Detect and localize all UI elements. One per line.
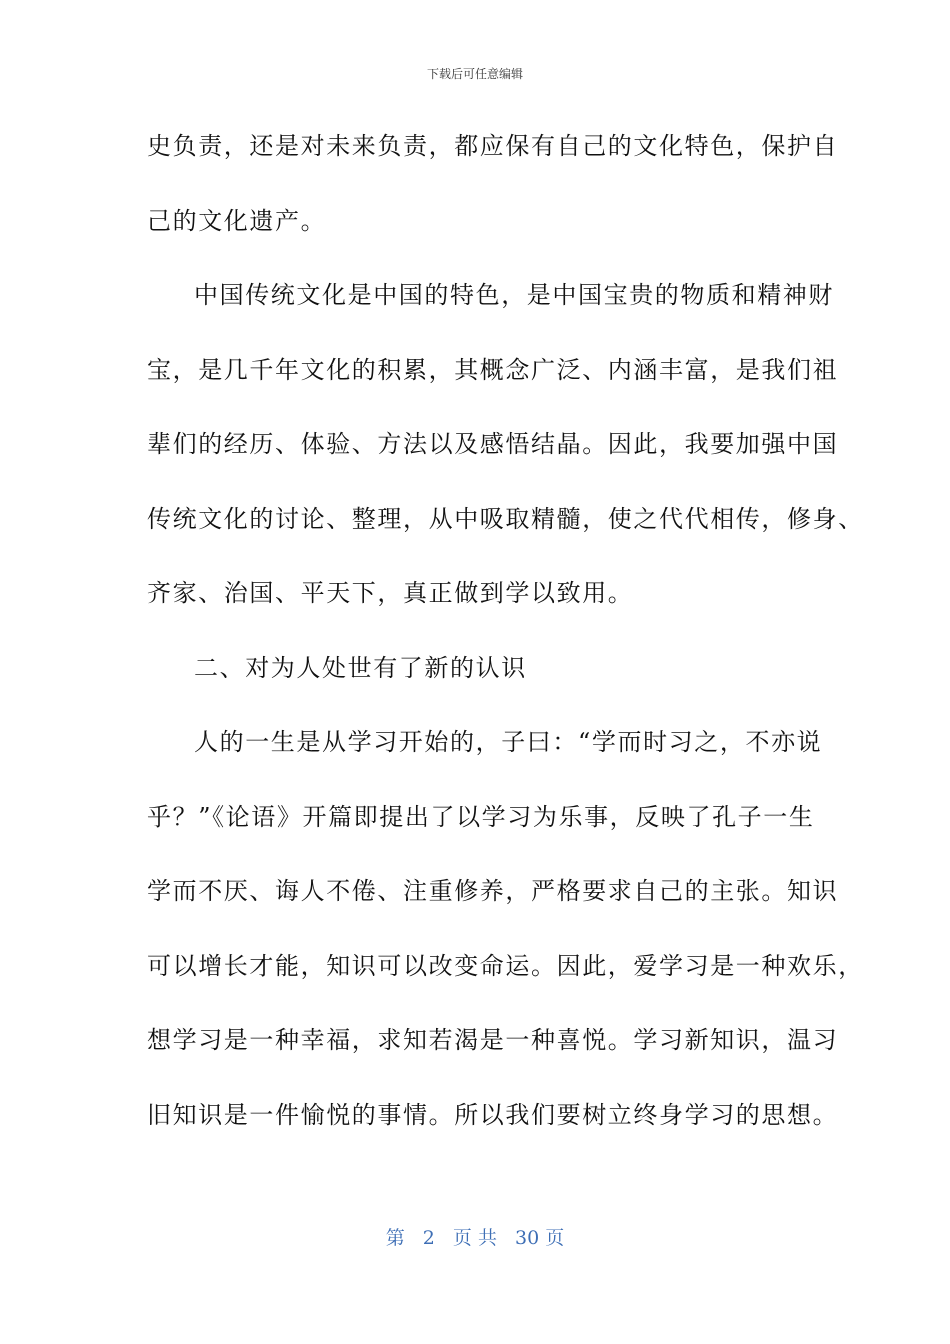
text-line: 可以增长才能，知识可以改变命运。因此，爱学习是一种欢乐， (147, 951, 864, 980)
text-line: 旧知识是一件愉悦的事情。所以我们要树立终身学习的思想。 (147, 1100, 839, 1129)
section-heading: 二、对为人处世有了新的认识 (194, 653, 527, 682)
body-text (147, 118, 864, 1161)
text-line: 己的文化遗产。 (147, 206, 327, 235)
footer-prefix: 第 (385, 1227, 405, 1249)
text-line: 辈们的经历、体验、方法以及感悟结晶。因此，我要加强中国 (147, 430, 839, 458)
text-line: 传统文化的讨论、整理，从中吸取精髓，使之代代相传，修身、 (147, 504, 864, 533)
text-line: 宝，是几千年文化的积累，其概念广泛、内涵丰富，是我们祖 (147, 355, 839, 384)
text-line: 中国传统文化是中国的特色，是中国宝贵的物质和精神财 (194, 281, 834, 309)
total-pages-number: 30 (515, 1227, 540, 1249)
current-page-number: 2 (422, 1227, 435, 1249)
text-line: 学而不厌、诲人不倦、注重修养，严格要求自己的主张。知识 (147, 877, 839, 905)
text-line: 乎？”《论语》开篇即提出了以学习为乐事，反映了孔子一生 (147, 802, 815, 831)
text-line: 齐家、治国、平天下，真正做到学以致用。 (147, 579, 634, 607)
text-line: 史负责，还是对未来负责，都应保有自己的文化特色，保护自 (147, 132, 839, 160)
text-line: 人的一生是从学习开始的，子曰：“学而时习之，不亦说 (194, 728, 823, 756)
footer-middle: 页 共 (452, 1227, 497, 1249)
page-header-note: 下载后可任意编辑 (426, 67, 523, 81)
page-number-footer (0, 1226, 950, 1250)
text-line: 想学习是一种幸福，求知若渴是一种喜悦。学习新知识，温习 (147, 1026, 839, 1054)
footer-suffix: 页 (545, 1227, 565, 1249)
